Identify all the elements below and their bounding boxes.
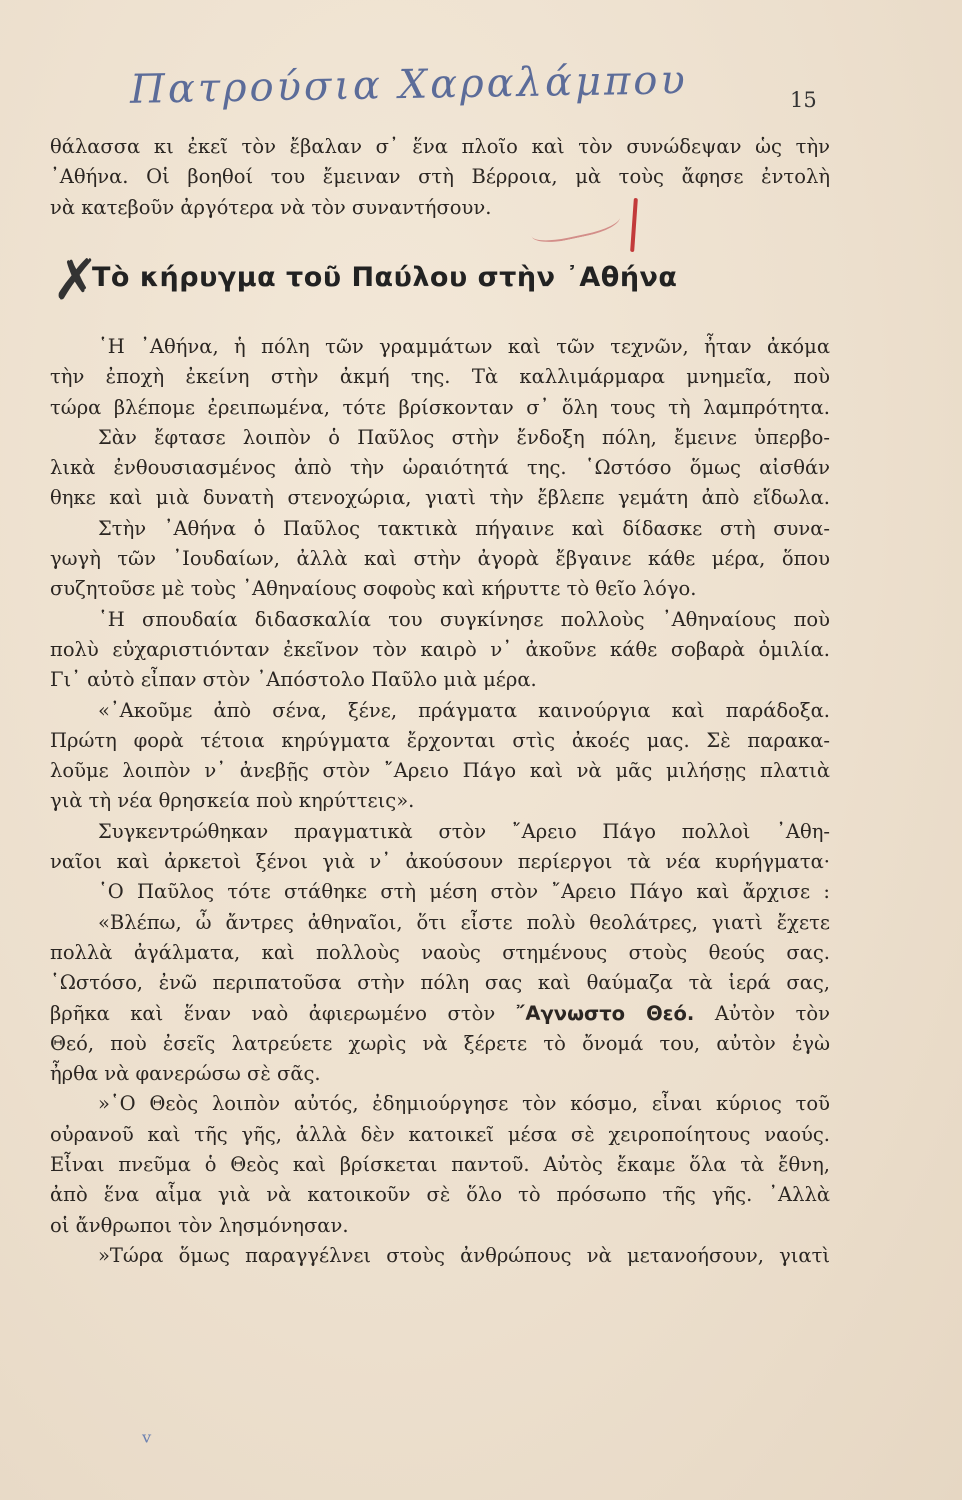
- pencil-x-mark-icon: ✗: [52, 248, 99, 313]
- text-line: »῾Ο Θεὸς λοιπὸν αὐτός, ἐδημιούργησε τὸν κόσμο, εἶναι κύριος τοῦ: [98, 1092, 830, 1116]
- text-line: νὰ κατεβοῦν ἀργότερα νὰ τὸν συναντήσουν.: [50, 195, 492, 219]
- text-line: τώρα βλέπομε ἐρειπωμένα, τότε βρίσκονταν σ᾽ ὅλη τους τὴ λαμπρότητα.: [50, 395, 830, 419]
- chapter-body: [50, 332, 830, 1271]
- text-line: ἀπὸ ἕνα αἷμα γιὰ νὰ κατοικοῦν σὲ ὅλο τὸ πρόσωπο τῆς γῆς. ᾽Αλλὰ: [50, 1183, 830, 1207]
- pencil-tick-mark-icon: ᵛ: [142, 1428, 152, 1458]
- text-line: Εἶναι πνεῦμα ὁ Θεὸς καὶ βρίσκεται παντοῦ. Αὐτὸς ἔκαμε ὅλα τὰ ἔθνη,: [50, 1153, 830, 1177]
- text-line: θηκε καὶ μιὰ δυνατὴ στενοχώρια, γιατὶ τὴν ἔβλεπε γεμάτη ἀπὸ εἴδωλα.: [50, 486, 830, 510]
- text-line: οὐρανοῦ καὶ τῆς γῆς, ἀλλὰ δὲν κατοικεῖ μέσα σὲ χειροποίητους ναούς.: [50, 1122, 830, 1146]
- text-line: λοῦμε λοιπὸν ν᾽ ἀνεβῇς στὸν ῎Αρειο Πάγο καὶ νὰ μᾶς μιλήσῃς πλατιὰ: [50, 759, 830, 783]
- text-line: ῾Η ᾽Αθήνα, ἡ πόλη τῶν γραμμάτων καὶ τῶν τεχνῶν, ἦταν ἀκόμα: [98, 335, 830, 358]
- text-line: συζητοῦσε μὲ τοὺς ᾽Αθηναίους σοφοὺς καὶ κήρυττε τὸ θεῖο λόγο.: [50, 577, 697, 601]
- text-line: πολὺ εὐχαριστιόνταν ἐκεῖνον τὸν καιρὸ ν᾽ ἀκοῦνε κάθε σοβαρὰ ὁμιλία.: [50, 637, 830, 661]
- text-line: ῾Ο Παῦλος τότε στάθηκε στὴ μέση στὸν ῎Αρειο Πάγο καὶ ἄρχισε :: [98, 880, 830, 904]
- text-line: «᾽Ακοῦμε ἀπὸ σένα, ξένε, πράγματα καινούργια καὶ παράδοξα.: [98, 698, 830, 722]
- text-line: «Βλέπω, ὦ ἄντρες ἀθηναῖοι, ὅτι εἶστε πολὺ θεολάτρες, γιατὶ ἔχετε: [98, 910, 830, 934]
- text-line: [50, 999, 830, 1029]
- unknown-god-bold: ῎Αγνωστο Θεό.: [515, 1001, 695, 1025]
- text-line: πολλὰ ἀγάλματα, καὶ πολλοὺς ναοὺς στημένους στοὺς θεούς σας.: [50, 940, 830, 964]
- text-line: ῾Ωστόσο, ἐνῶ περιπατοῦσα στὴν πόλη σας καὶ θαύμαζα τὰ ἱερά σας,: [50, 971, 830, 995]
- text-line: θάλασσα κι ἐκεῖ τὸν ἔβαλαν σ᾽ ἕνα πλοῖο καὶ τὸν συνώδεψαν ὡς τὴν: [50, 135, 830, 158]
- text-line: γωγὴ τῶν ᾽Ιουδαίων, ἀλλὰ καὶ στὴν ἀγορὰ ἔβγαινε κάθε μέρα, ὅπου: [50, 547, 830, 571]
- text-line: »Τώρα ὅμως παραγγέλνει στοὺς ἀνθρώπους νὰ μετανοήσουν, γιατὶ: [98, 1243, 830, 1267]
- text-line: Γι᾽ αὐτὸ εἶπαν στὸν ᾽Απόστολο Παῦλο μιὰ μέρα.: [50, 668, 537, 692]
- text-line: ἦρθα νὰ φανερώσω σὲ σᾶς.: [50, 1062, 321, 1086]
- text-line: Πρώτη φορὰ τέτοια κηρύγματα ἔρχονται στὶς ἀκοές μας. Σὲ παρακα-: [50, 728, 830, 752]
- text-line: ναῖοι καὶ ἀρκετοὶ ξένοι γιὰ ν᾽ ἀκούσουν περίεργοι τὰ νέα κυρήγματα·: [50, 850, 830, 874]
- text-line: ῾Η σπουδαία διδασκαλία του συγκίνησε πολλοὺς ᾽Αθηναίους ποὺ: [98, 607, 830, 631]
- text-line: οἱ ἄνθρωποι τὸν λησμόνησαν.: [50, 1213, 349, 1237]
- text-line: γιὰ τὴ νέα θρησκεία ποὺ κηρύττεις».: [50, 789, 415, 813]
- text-line: Θεό, ποὺ ἐσεῖς λατρεύετε χωρὶς νὰ ξέρετε τὸ ὄνομά του, αὐτὸν ἐγὼ: [50, 1031, 830, 1055]
- text-line: Σὰν ἔφτασε λοιπὸν ὁ Παῦλος στὴν ἔνδοξη πόλη, ἔμεινε ὑπερβο-: [98, 425, 830, 449]
- text-line: Στὴν ᾽Αθήνα ὁ Παῦλος τακτικὰ πήγαινε καὶ δίδασκε στὴ συνα-: [98, 516, 830, 540]
- intro-paragraph: [50, 132, 830, 223]
- text-line: τὴν ἐποχὴ ἐκείνη στὴν ἀκμή της. Τὰ καλλιμάρμαρα μνημεῖα, ποὺ: [50, 365, 830, 389]
- handwritten-annotation: Πατρούσια Χαραλάμπου: [129, 57, 689, 113]
- text-line: λικὰ ἐνθουσιασμένος ἀπὸ τὴν ὡραιότητά της. ῾Ωστόσο ὅμως αἰσθάν: [50, 456, 830, 480]
- page-number: 15: [790, 88, 817, 112]
- text-line: ᾽Αθήνα. Οἱ βοηθοί του ἔμειναν στὴ Βέρροια, μὰ τοὺς ἄφησε ἐντολὴ: [50, 165, 830, 189]
- text-fragment: Αὐτὸν τὸν: [714, 1001, 830, 1025]
- chapter-title: Τὸ κήρυγμα τοῦ Παύλου στὴν ᾽Αθήνα: [92, 262, 678, 293]
- text-fragment: βρῆκα καὶ ἕναν ναὸ ἀφιερωμένο στὸν: [50, 1001, 496, 1025]
- text-line: Συγκεντρώθηκαν πραγματικὰ στὸν ῎Αρειο Πάγο πολλοὶ ᾽Αθη-: [98, 819, 830, 843]
